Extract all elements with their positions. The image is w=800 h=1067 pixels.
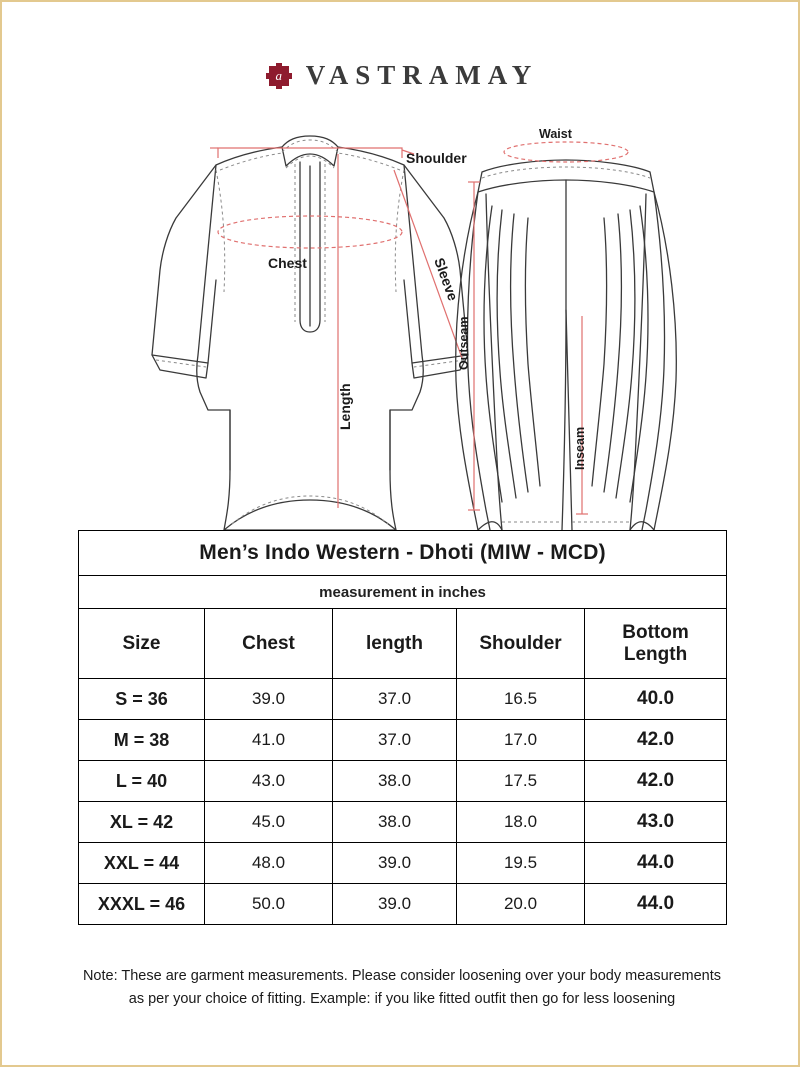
logo-letter: a: [275, 68, 282, 83]
cell-length: 38.0: [333, 761, 457, 802]
note-line-2: as per your choice of fitting. Example: if you like fitted outfit then go for less loosening: [128, 991, 676, 1008]
cell-chest: 45.0: [205, 802, 333, 843]
cell-chest: 41.0: [205, 720, 333, 761]
bottom-length-line1: Bottom: [622, 621, 689, 643]
cell-length: 37.0: [333, 679, 457, 720]
column-header-chest: Chest: [205, 609, 333, 679]
note-line-1: Note: These are garment measurements. Please consider loosening over your body measurements: [82, 968, 722, 984]
cell-size: XXXL = 46: [79, 884, 205, 925]
cell-chest: 48.0: [205, 843, 333, 884]
table-header-row: [79, 609, 727, 679]
label-waist: Waist: [539, 127, 572, 141]
note-text: [30, 965, 774, 1011]
cell-chest: 43.0: [205, 761, 333, 802]
label-sleeve: Sleeve: [431, 255, 462, 303]
table-row: [79, 679, 727, 720]
table-subtitle-row: [79, 576, 727, 609]
table-subtitle: measurement in inches: [79, 576, 727, 609]
column-header-length: length: [333, 609, 457, 679]
cell-length: 39.0: [333, 884, 457, 925]
column-header-size: Size: [79, 609, 205, 679]
cell-size: XXL = 44: [79, 843, 205, 884]
brand-header: [10, 60, 794, 91]
label-chest: Chest: [268, 255, 307, 271]
label-shoulder: Shoulder: [406, 150, 467, 166]
cell-bottom-length: 43.0: [585, 802, 727, 843]
cell-shoulder: 17.5: [457, 761, 585, 802]
cell-length: 39.0: [333, 843, 457, 884]
cell-bottom-length: 44.0: [585, 843, 727, 884]
cell-chest: 50.0: [205, 884, 333, 925]
cell-size: M = 38: [79, 720, 205, 761]
page-inner: [10, 10, 794, 1061]
table-row: [79, 843, 727, 884]
size-table-wrapper: [78, 530, 726, 925]
bottom-length-line2: Length: [623, 643, 688, 665]
cell-size: XL = 42: [79, 802, 205, 843]
table-title: Men’s Indo Western - Dhoti (MIW - MCD): [79, 531, 727, 576]
cell-shoulder: 19.5: [457, 843, 585, 884]
cell-length: 37.0: [333, 720, 457, 761]
label-inseam: Inseam: [573, 426, 587, 470]
cell-length: 38.0: [333, 802, 457, 843]
cell-size: L = 40: [79, 761, 205, 802]
label-outseam: Outseam: [457, 316, 471, 370]
cell-shoulder: 20.0: [457, 884, 585, 925]
vastramay-logo-icon: [266, 63, 292, 89]
garment-illustration: [10, 110, 794, 530]
table-row: [79, 761, 727, 802]
column-header-shoulder: Shoulder: [457, 609, 585, 679]
table-row: [79, 720, 727, 761]
table-row: [79, 802, 727, 843]
cell-size: S = 36: [79, 679, 205, 720]
cell-shoulder: 16.5: [457, 679, 585, 720]
kurta-figure: [152, 136, 468, 530]
cell-chest: 39.0: [205, 679, 333, 720]
column-header-bottom-length: [585, 609, 727, 679]
cell-bottom-length: 44.0: [585, 884, 727, 925]
brand-name: VASTRAMAY: [305, 60, 539, 90]
table-title-row: [79, 531, 727, 576]
dhoti-figure: [456, 127, 677, 530]
label-length: Length: [337, 383, 353, 430]
cell-bottom-length: 42.0: [585, 720, 727, 761]
size-table: [78, 530, 727, 925]
table-row: [79, 884, 727, 925]
cell-shoulder: 18.0: [457, 802, 585, 843]
cell-bottom-length: 40.0: [585, 679, 727, 720]
cell-shoulder: 17.0: [457, 720, 585, 761]
cell-bottom-length: 42.0: [585, 761, 727, 802]
